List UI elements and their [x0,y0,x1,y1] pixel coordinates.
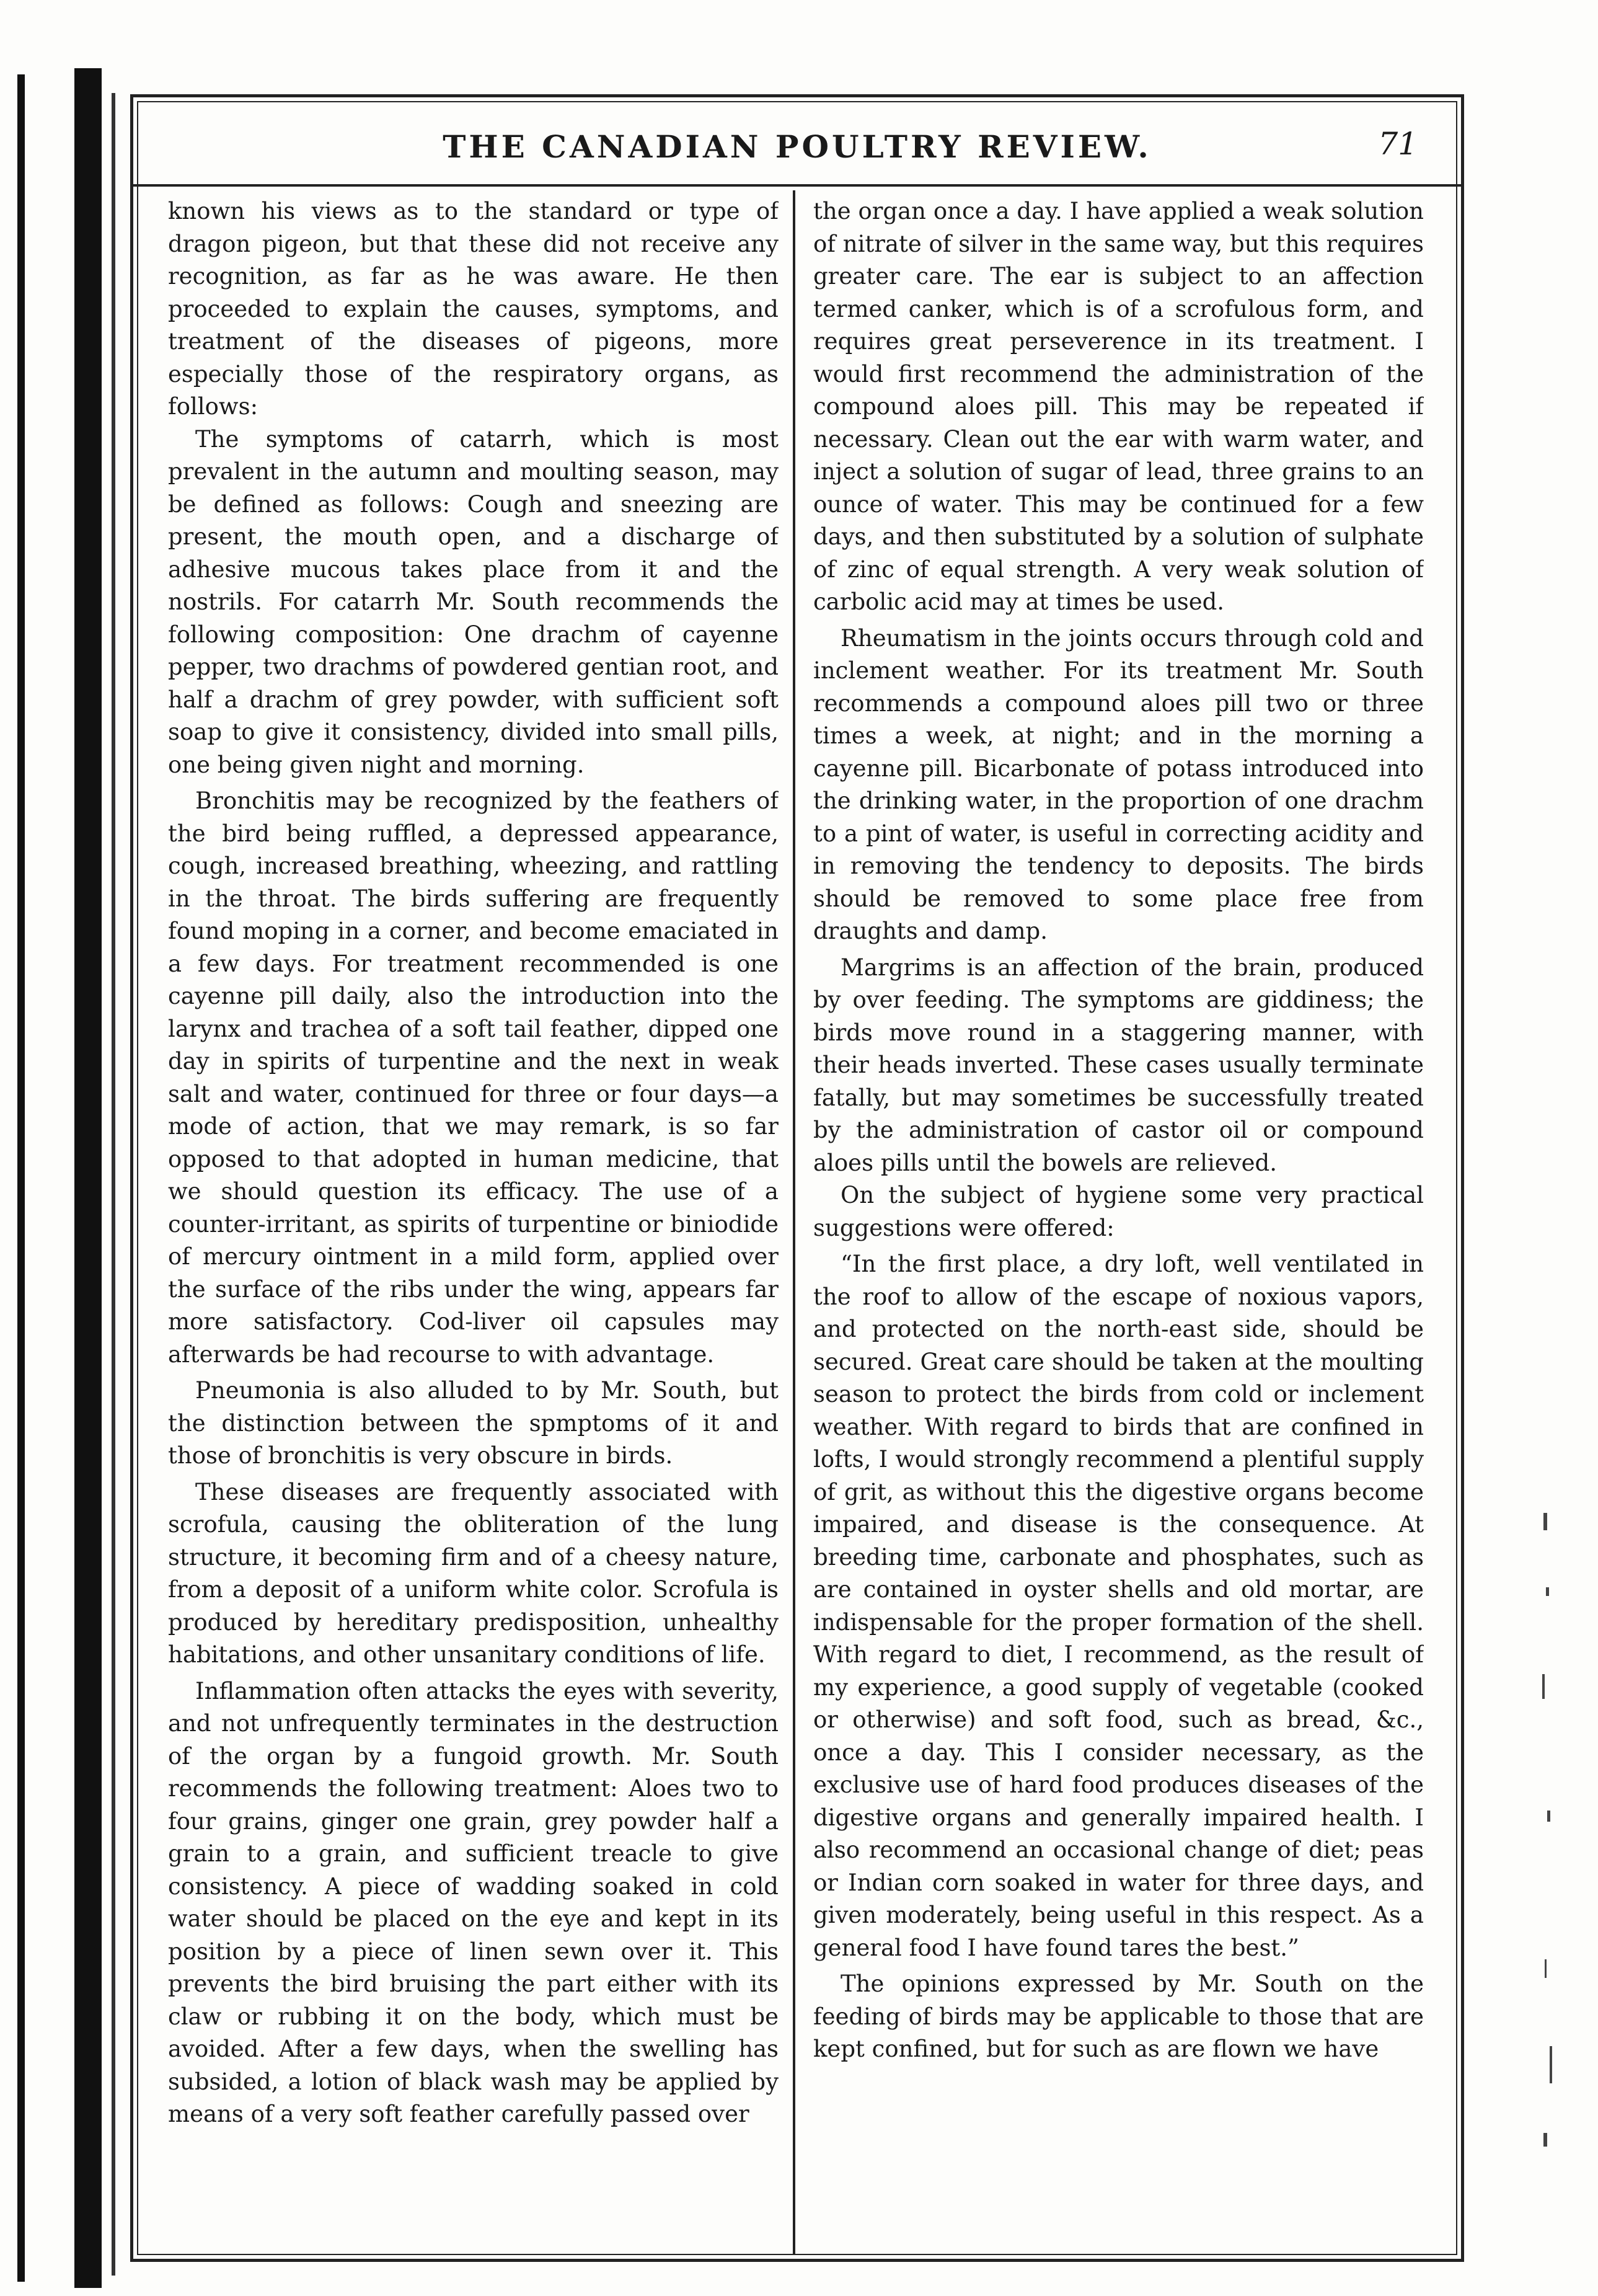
binding-edge-inner [112,93,115,2276]
page-number: 71 [1378,126,1418,162]
column-divider [793,190,795,2254]
paragraph: Rheumatism in the joints occurs through cold and inclement weather. For its treatment Mr. South recommends a compound aloes pill two or three times a week, at night; and in the morning a cayenne pill. Bicarbonate of potass introduced into the drinking water, in the proportion of one drachm to a pint of water, is useful in correcting acidity and in removing the tendency to deposits. The birds should be removed to some place free from draughts and damp. [813,624,1424,944]
binding-edge-left [17,74,25,2282]
paragraph: The opinions expressed by Mr. South on the feeding of birds may be applicable to those that are kept confined, but for such as are flown we have [813,1970,1424,2062]
paragraph: “In the first place, a dry loft, well ventilated in the roof to allow of the escape of noxious vapors, and protected on the north-east side, should be secured. Great care should be taken at the moulting season to protect the birds from cold or inclement weather. With regard to birds that are confined in lofts, I would strongly recommend a plentiful supply of grit, as without this the digestive organs become impaired, and disease is the consequence. At breeding time, carbonate and phosphates, such as are contained in oyster shells and old mortar, are indispensable for the proper formation of the shell. With regard to diet, I recommend, as the result of my experience, a good supply of vegetable (cooked or otherwise) and soft food, such as bread, &c., once a day. This I consider necessary, as the exclusive use of hard food produces diseases of the digestive organs and generally impaired health. I also recommend an occasional change of diet; peas or Indian corn soaked in water for three days, and given moderately, being useful in this respect. As a general food I have found tares the best.” [813,1251,1424,1961]
paragraph: The symptoms of catarrh, which is most prevalent in the autumn and moulting season, may be defined as follows: Cough and sneezing are present, the mouth open, and a discharge of adhesive mucous takes place from it and the nostrils. For catarrh Mr. South recommends the following composition: One drachm of cayenne pepper, two drachms of powdered gentian root, and half a drachm of grey powder, with sufficient soft soap to give it consistency, divided into small pills, one being given night and morning. [168,425,779,778]
paragraph: Margrims is an affection of the brain, produced by over feeding. The symptoms are giddiness; the birds move round in a staggering manner, with their heads inverted. These cases usually terminate fatally, but may sometimes be successfully treated by the administration of castor oil or compound aloes pills until the bowels are relieved. [813,954,1424,1176]
paragraph: the organ once a day. I have applied a weak solution of nitrate of silver in the same way, but this requires greater care. The ear is subject to an affection termed canker, which is of a scrofulous form, and requires great perseverence in its treatment. I would first recommend the administration of the compound aloes pill. This may be repeated if necessary. Clean out the ear with warm water, and inject a solution of sugar of lead, three grains to an ounce of water. This may be continued for a few days, and then substituted by a solution of sulphate of zinc of equal strength. A very weak solution of carbolic acid may at times be used. [813,198,1424,615]
paragraph: known his views as to the standard or type of dragon pigeon, but that these did not receive any recognition, as far as he was aware. He then proceeded to explain the causes, symptoms, and treatment of the diseases of pigeons, more especially those of the respiratory organs, as follows: [168,198,779,420]
paragraph: These diseases are frequently associated with scrofula, causing the obliteration of the lung structure, it becoming firm and of a cheesy nature, from a deposit of a uniform white color. Scrofula is produced by hereditary predisposition, unhealthy habitations, and other unsanitary conditions of life. [168,1478,779,1668]
page-frame [130,94,1464,2262]
paragraph: On the subject of hygiene some very practical suggestions were offered: [813,1182,1424,1241]
publication-title: THE CANADIAN POULTRY REVIEW. [443,128,1152,165]
paragraph: Pneumonia is also alluded to by Mr. South, but the distinction between the spmptoms of it and those of bronchitis is very obscure in birds. [168,1377,779,1469]
binding-edge-center [74,68,102,2288]
running-header [133,97,1461,187]
left-column [168,195,779,2240]
right-column [813,195,1424,2240]
scan-specks [1531,1488,1568,2232]
paragraph: Inflammation often attacks the eyes with severity, and not unfrequently terminates in the destruction of the organ by a fungoid growth. Mr. South recommends the following treatment: Aloes two to four grains, ginger one grain, grey powder half a grain to a grain, and sufficient treacle to give consistency. A piece of wadding soaked in cold water should be placed on the eye and kept in its position by a piece of linen sewn over it. This prevents the bird bruising the part either with its claw or rubbing it on the body, which must be avoided. After a few days, when the swelling has subsided, a lotion of black wash may be applied by means of a very soft feather carefully passed over [168,1677,779,2127]
paragraph: Bronchitis may be recognized by the feathers of the bird being ruffled, a depressed appearance, cough, increased breathing, wheezing, and rattling in the throat. The birds suffering are frequently found moping in a corner, and become emaciated in a few days. For treatment recommended is one cayenne pill daily, also the introduction into the larynx and trachea of a soft tail feather, dipped one day in spirits of turpentine and the next in weak salt and water, continued for three or four days—a mode of action, that we may remark, is so far opposed to that adopted in human medicine, that we should question its efficacy. The use of a counter-irritant, as spirits of turpentine or biniodide of mercury ointment in a mild form, applied over the surface of the ribs under the wing, appears far more satisfactory. Cod-liver oil capsules may afterwards be had recourse to with advantage. [168,787,779,1368]
